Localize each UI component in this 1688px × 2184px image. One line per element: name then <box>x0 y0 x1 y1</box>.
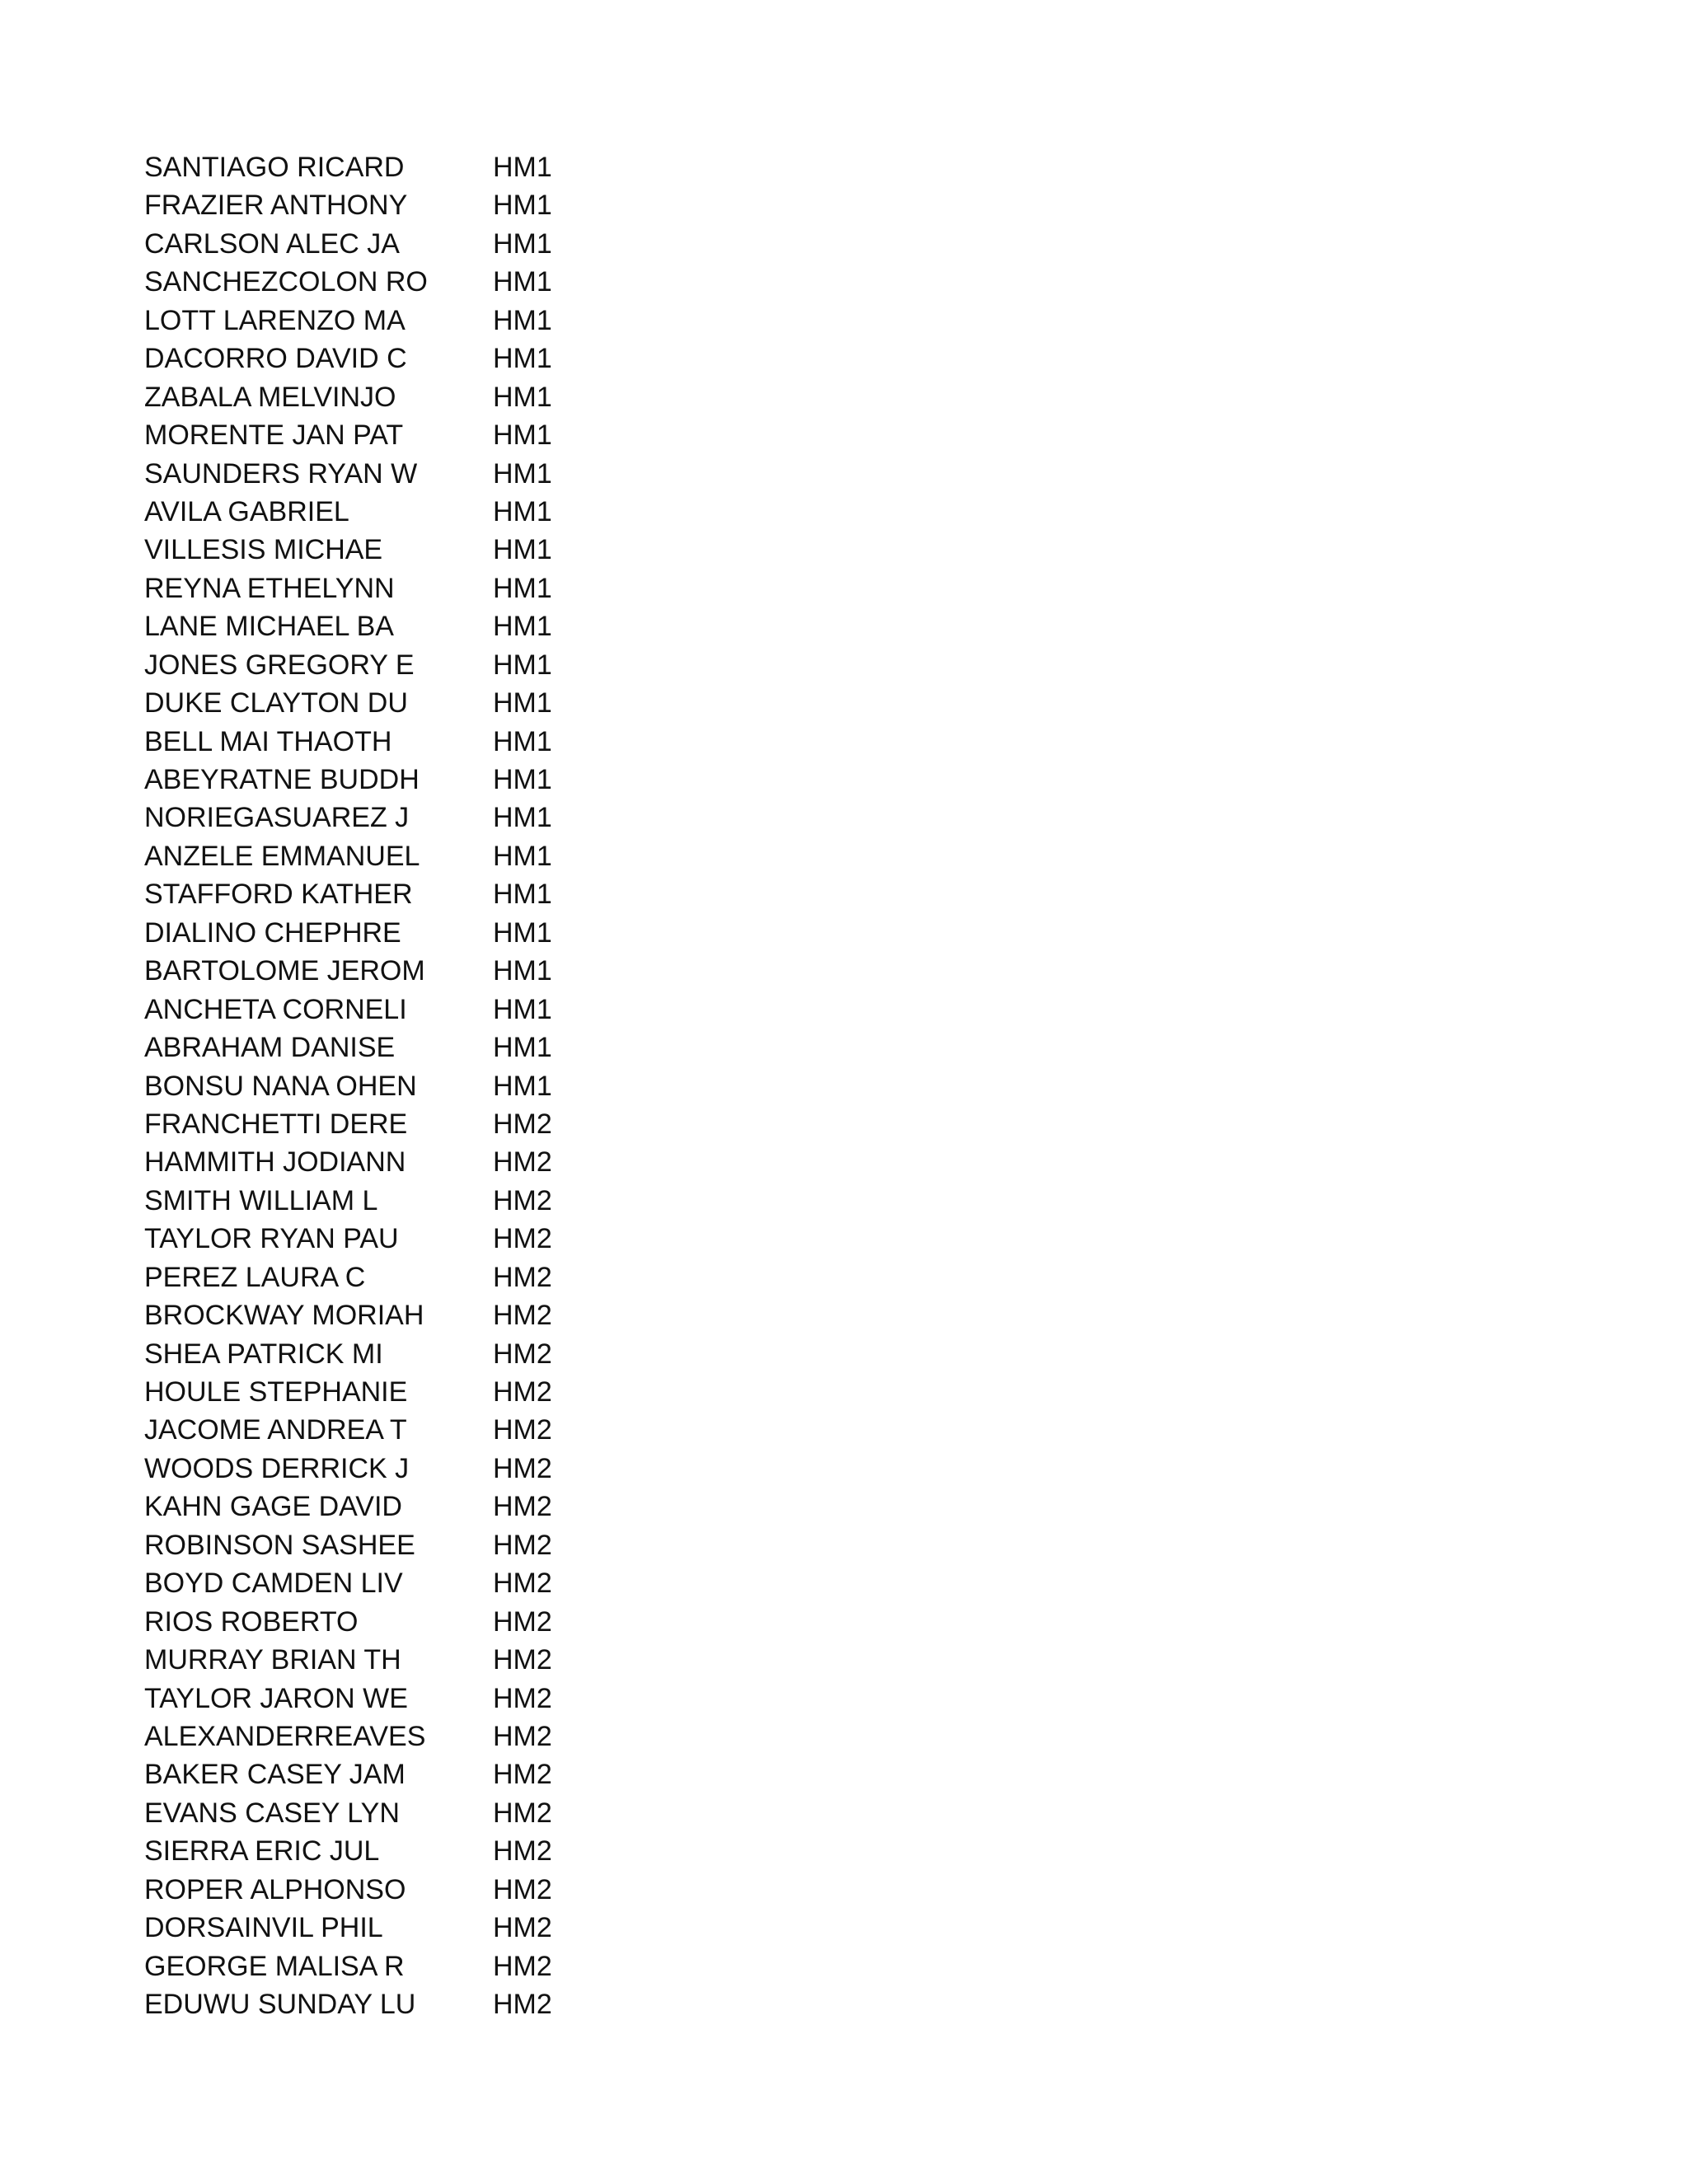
roster-row <box>144 1220 721 1258</box>
rate-code: HM2 <box>493 1950 552 1982</box>
rate-code: HM1 <box>493 840 552 872</box>
rate-code: HM1 <box>493 1070 552 1102</box>
person-name: VILLESIS MICHAE <box>144 534 383 566</box>
roster-row <box>144 1680 721 1718</box>
person-name: STAFFORD KATHER <box>144 879 413 911</box>
person-name: BELL MAI THAOTH <box>144 725 392 757</box>
rate-code: HM1 <box>493 572 552 604</box>
person-name: GEORGE MALISA R <box>144 1950 405 1982</box>
roster-row <box>144 875 721 913</box>
person-name: SANTIAGO RICARD <box>144 152 405 183</box>
roster-row <box>144 455 721 493</box>
rate-code: HM2 <box>493 1223 552 1255</box>
person-name: SHEA PATRICK MI <box>144 1338 383 1370</box>
roster-row <box>144 799 721 837</box>
person-name: TAYLOR RYAN PAU <box>144 1223 399 1255</box>
rate-code: HM1 <box>493 611 552 643</box>
rate-code: HM1 <box>493 495 552 527</box>
person-name: DUKE CLAYTON DU <box>144 687 408 719</box>
roster-row <box>144 302 721 340</box>
person-name: HOULE STEPHANIE <box>144 1376 408 1408</box>
rate-code: HM1 <box>493 1032 552 1064</box>
roster-row <box>144 1182 721 1220</box>
rate-code: HM1 <box>493 152 552 183</box>
rate-code: HM2 <box>493 1605 552 1638</box>
rate-code: HM1 <box>493 916 552 949</box>
roster-row <box>144 1794 721 1832</box>
person-name: SAUNDERS RYAN W <box>144 457 418 490</box>
rate-code: HM1 <box>493 381 552 413</box>
person-name: BOYD CAMDEN LIV <box>144 1568 403 1600</box>
roster-row <box>144 1296 721 1334</box>
person-name: BONSU NANA OHEN <box>144 1070 417 1102</box>
person-name: EDUWU SUNDAY LU <box>144 1989 416 2020</box>
roster-row <box>144 684 721 722</box>
person-name: ABRAHAM DANISE <box>144 1032 396 1064</box>
roster-row <box>144 991 721 1029</box>
person-name: DIALINO CHEPHRE <box>144 916 401 949</box>
person-name: ROPER ALPHONSO <box>144 1873 406 1905</box>
person-name: FRANCHETTI DERE <box>144 1108 408 1140</box>
roster-row <box>144 1909 721 1947</box>
person-name: LANE MICHAEL BA <box>144 611 394 643</box>
roster-row <box>144 1143 721 1181</box>
rate-code: HM1 <box>493 687 552 719</box>
person-name: ANZELE EMMANUEL <box>144 840 420 872</box>
roster-row <box>144 1947 721 1985</box>
roster-row <box>144 607 721 645</box>
rate-code: HM2 <box>493 1108 552 1140</box>
roster-row <box>144 761 721 799</box>
roster-row <box>144 646 721 684</box>
person-name: PEREZ LAURA C <box>144 1261 366 1293</box>
roster-row <box>144 1105 721 1143</box>
rate-code: HM1 <box>493 227 552 260</box>
rate-code: HM1 <box>493 266 552 298</box>
roster-row <box>144 1871 721 1909</box>
roster-row <box>144 1258 721 1296</box>
rate-code: HM1 <box>493 343 552 375</box>
rate-code: HM2 <box>493 1376 552 1408</box>
person-name: SMITH WILLIAM L <box>144 1184 378 1216</box>
roster-row <box>144 340 721 377</box>
roster-row <box>144 263 721 301</box>
person-name: MORENTE JAN PAT <box>144 419 404 452</box>
rate-code: HM2 <box>493 1184 552 1216</box>
roster-row <box>144 1564 721 1602</box>
person-name: ZABALA MELVINJO <box>144 381 396 413</box>
rate-code: HM2 <box>493 1452 552 1484</box>
rate-code: HM1 <box>493 764 552 795</box>
roster-row <box>144 1450 721 1488</box>
roster-row <box>144 1985 721 2023</box>
roster-list <box>144 148 721 2023</box>
person-name: SIERRA ERIC JUL <box>144 1835 380 1868</box>
roster-row <box>144 723 721 761</box>
person-name: EVANS CASEY LYN <box>144 1797 400 1829</box>
person-name: JONES GREGORY E <box>144 649 415 681</box>
roster-row <box>144 914 721 952</box>
roster-row <box>144 378 721 416</box>
rate-code: HM1 <box>493 993 552 1025</box>
roster-row <box>144 837 721 875</box>
roster-row <box>144 148 721 186</box>
roster-row <box>144 1718 721 1755</box>
rate-code: HM1 <box>493 190 552 222</box>
rate-code: HM2 <box>493 1720 552 1752</box>
roster-row <box>144 1526 721 1564</box>
roster-row <box>144 1029 721 1066</box>
roster-row <box>144 225 721 263</box>
rate-code: HM1 <box>493 955 552 987</box>
roster-row <box>144 493 721 531</box>
rate-code: HM2 <box>493 1644 552 1676</box>
person-name: LOTT LARENZO MA <box>144 304 406 336</box>
roster-row <box>144 1411 721 1449</box>
rate-code: HM2 <box>493 1414 552 1446</box>
roster-row <box>144 569 721 607</box>
person-name: TAYLOR JARON WE <box>144 1682 408 1714</box>
rate-code: HM1 <box>493 419 552 452</box>
rate-code: HM2 <box>493 1529 552 1561</box>
rate-code: HM2 <box>493 1682 552 1714</box>
person-name: ABEYRATNE BUDDH <box>144 764 420 795</box>
rate-code: HM2 <box>493 1873 552 1905</box>
person-name: FRAZIER ANTHONY <box>144 190 408 222</box>
roster-row <box>144 1603 721 1641</box>
person-name: BROCKWAY MORIAH <box>144 1300 424 1332</box>
rate-code: HM2 <box>493 1989 552 2020</box>
person-name: REYNA ETHELYNN <box>144 572 395 604</box>
roster-row <box>144 1067 721 1105</box>
rate-code: HM2 <box>493 1491 552 1523</box>
person-name: DACORRO DAVID C <box>144 343 407 375</box>
person-name: CARLSON ALEC JA <box>144 227 400 260</box>
person-name: RIOS ROBERTO <box>144 1605 359 1638</box>
roster-row <box>144 1641 721 1679</box>
roster-row <box>144 416 721 454</box>
person-name: HAMMITH JODIANN <box>144 1146 406 1179</box>
rate-code: HM2 <box>493 1797 552 1829</box>
rate-code: HM1 <box>493 457 552 490</box>
roster-row <box>144 1488 721 1526</box>
person-name: SANCHEZCOLON RO <box>144 266 428 298</box>
roster-row <box>144 186 721 224</box>
rate-code: HM1 <box>493 802 552 834</box>
rate-code: HM2 <box>493 1912 552 1944</box>
roster-row <box>144 531 721 569</box>
rate-code: HM2 <box>493 1146 552 1179</box>
person-name: KAHN GAGE DAVID <box>144 1491 402 1523</box>
rate-code: HM2 <box>493 1261 552 1293</box>
rate-code: HM2 <box>493 1568 552 1600</box>
person-name: NORIEGASUAREZ J <box>144 802 410 834</box>
person-name: JACOME ANDREA T <box>144 1414 407 1446</box>
person-name: AVILA GABRIEL <box>144 495 349 527</box>
rate-code: HM1 <box>493 304 552 336</box>
person-name: BAKER CASEY JAM <box>144 1759 406 1791</box>
rate-code: HM1 <box>493 649 552 681</box>
roster-row <box>144 1335 721 1373</box>
roster-row <box>144 1832 721 1870</box>
person-name: BARTOLOME JEROM <box>144 955 425 987</box>
person-name: WOODS DERRICK J <box>144 1452 410 1484</box>
rate-code: HM2 <box>493 1338 552 1370</box>
person-name: ALEXANDERREAVES <box>144 1720 426 1752</box>
roster-row <box>144 1373 721 1411</box>
rate-code: HM1 <box>493 725 552 757</box>
person-name: MURRAY BRIAN TH <box>144 1644 401 1676</box>
person-name: ANCHETA CORNELI <box>144 993 407 1025</box>
rate-code: HM2 <box>493 1835 552 1868</box>
rate-code: HM2 <box>493 1300 552 1332</box>
rate-code: HM1 <box>493 879 552 911</box>
rate-code: HM2 <box>493 1759 552 1791</box>
roster-row <box>144 1755 721 1793</box>
roster-row <box>144 952 721 990</box>
person-name: DORSAINVIL PHIL <box>144 1912 383 1944</box>
rate-code: HM1 <box>493 534 552 566</box>
person-name: ROBINSON SASHEE <box>144 1529 415 1561</box>
